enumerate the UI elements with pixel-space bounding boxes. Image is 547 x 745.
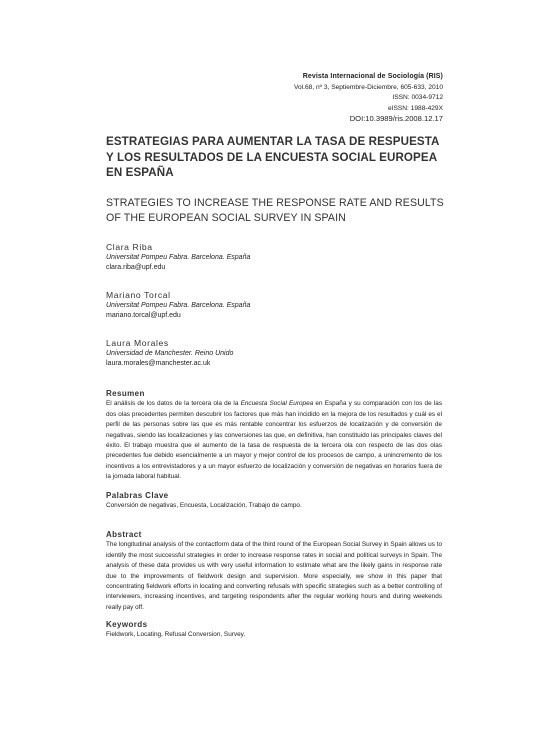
resumen-section [106, 389, 442, 483]
author-block [106, 242, 250, 274]
keywords-text: Fieldwork, Locating, Refusal Conversion, Survey. [106, 631, 246, 639]
journal-volume: Vol.68, nº 3, Septiembre-Diciembre, 605-633, 2010 [293, 83, 443, 91]
author-email[interactable]: mariano.torcal@upf.edu [106, 312, 181, 320]
resumen-italic-term: Encuesta Social Europea [240, 400, 314, 408]
journal-doi: DOI:10.3989/ris.2008.12.17 [349, 114, 443, 123]
author-name: Clara Riba [106, 242, 153, 252]
author-block [106, 338, 233, 370]
resumen-text: El análisis de los datos de la tercera ola de la Encuesta Social Europea en España y su comparación con los de las dos olas precedentes permiten descubrir los factores que más han incidido en la mejora de los resultados y cuál es el perfil de las personas sobre las que es más rentable concentrar los esfuerzos de localización y de conversión de negativas, siendo las localizaciones y las conversiones las que, en definitiva, han constituido las principales claves del éxito. El trabajo muestra que el aumento de la tasa de respuesta de la tercera ola con respecto de las dos olas precedentes fue debido esencialmente a un mayor y mejor control de los procesos de campo, a unincremento de los incentivos a los entrevistadores y a un mayor esfuerzo de localización y conversión de negativas en horarios fuera de la jornada laboral habitual. [106, 400, 443, 481]
palabras-clave-text: Conversión de negativas, Encuesta, Localización, Trabajo de campo. [106, 502, 302, 510]
article-title-english: STRATEGIES TO INCREASE THE RESPONSE RATE AND RESULTS OF THE EUROPEAN SOCIAL SURVEY IN SPAIN [106, 197, 444, 224]
author-affiliation: Universitat Pompeu Fabra. Barcelona. España [106, 253, 251, 261]
abstract-heading: Abstract [106, 530, 142, 539]
author-email[interactable]: laura.morales@manchester.ac.uk [106, 360, 211, 368]
abstract-text: The longitudinal analysis of the contactform data of the third round of the European Social Survey in Spain allows us to identify the most successful strategies in order to increase response rates in social and political surveys in Spain. The analysis of these data provides us with very useful information to estimate what are the likely gains in response rate due to the improvements of fieldwork design and supervision. More especially, we show in this paper that concentrating fieldwork efforts in locating and converting refusals with specific strategies such as a better controlling of interviewers, increasing incentives, and targeting respondents after the regular working hours and during weekends really pay off. [106, 541, 442, 611]
palabras-clave-heading: Palabras Clave [106, 491, 169, 500]
palabras-clave-section [106, 491, 442, 512]
keywords-heading: Keywords [106, 620, 148, 629]
journal-name: Revista Internacional de Sociología (RIS) [302, 73, 443, 80]
author-affiliation: Universitat Pompeu Fabra. Barcelona. España [106, 301, 251, 309]
resumen-heading: Resumen [106, 389, 145, 398]
author-name: Laura Morales [106, 338, 169, 348]
author-block [106, 290, 250, 322]
journal-issn: ISSN: 0034-9712 [392, 94, 443, 101]
author-email[interactable]: clara.riba@upf.edu [106, 264, 166, 272]
article-title-spanish: ESTRATEGIAS PARA AUMENTAR LA TASA DE RESPUESTA Y LOS RESULTADOS DE LA ENCUESTA SOCIAL EUROPEA EN ESPAÑA [106, 135, 440, 180]
abstract-section [106, 530, 442, 613]
author-name: Mariano Torcal [106, 290, 171, 300]
journal-header [294, 72, 443, 125]
keywords-section [106, 620, 442, 641]
journal-eissn: eISSN: 1988-429X [388, 104, 443, 112]
author-affiliation: Universidad de Manchester. Reino Unido [106, 349, 234, 357]
